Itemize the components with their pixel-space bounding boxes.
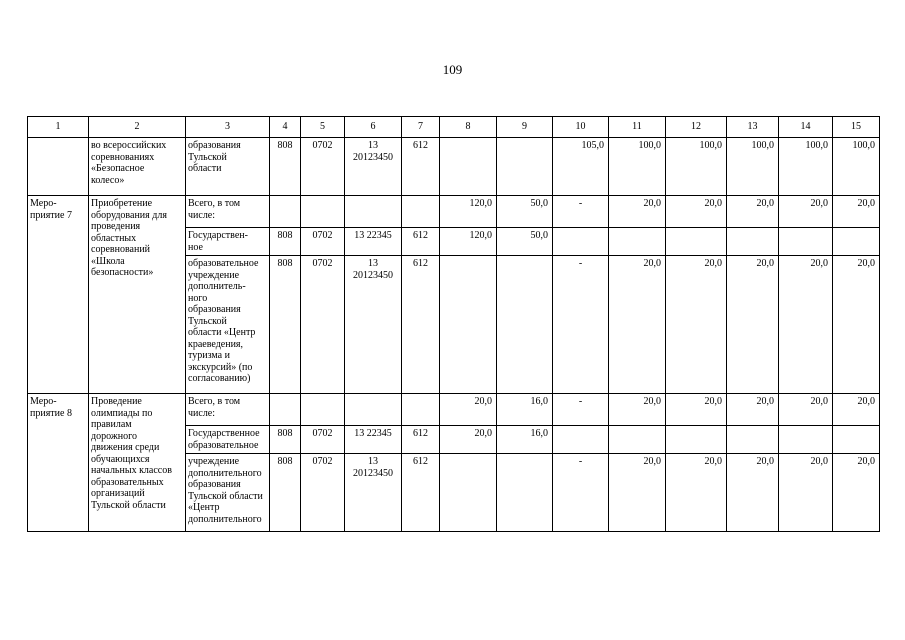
table-row (28, 394, 880, 426)
cell (497, 138, 553, 196)
cell: 16,0 (497, 394, 553, 426)
cell: Всего, в том числе: (186, 196, 270, 228)
cell: 808 (270, 228, 301, 256)
cell: 808 (270, 256, 301, 394)
cell: 20,0 (779, 394, 833, 426)
page-number: 109 (442, 62, 463, 77)
cell: 20,0 (609, 454, 666, 532)
header-cell: 10 (553, 117, 609, 138)
cell: 612 (402, 228, 440, 256)
cell (609, 426, 666, 454)
cell: 808 (270, 454, 301, 532)
cell: 0702 (301, 426, 345, 454)
cell: 50,0 (497, 196, 553, 228)
cell: 50,0 (497, 228, 553, 256)
header-cell: 2 (89, 117, 186, 138)
cell: 20,0 (727, 196, 779, 228)
cell: 100,0 (833, 138, 880, 196)
cell: 612 (402, 454, 440, 532)
cell (270, 394, 301, 426)
cell: 20,0 (833, 256, 880, 394)
cell: 13 20123450 (345, 454, 402, 532)
cell: образования Тульской области (186, 138, 270, 196)
cell (345, 196, 402, 228)
cell (553, 426, 609, 454)
cell: - (553, 196, 609, 228)
event-name: Приобретение оборудования для проведения областных соревнований «Школа безопасности» (89, 196, 186, 394)
cell: - (553, 256, 609, 394)
cell: 0702 (301, 138, 345, 196)
table-row (28, 138, 880, 196)
header-cell: 6 (345, 117, 402, 138)
cell (833, 228, 880, 256)
cell: образовательное учреждение дополнитель- ного образования Тульской области «Центр краеведения, туризма и экскурсий» (по согласованию) (186, 256, 270, 394)
cell: 20,0 (833, 454, 880, 532)
cell (28, 138, 89, 196)
cell: 20,0 (727, 454, 779, 532)
cell: 612 (402, 426, 440, 454)
cell: 20,0 (609, 256, 666, 394)
cell: 808 (270, 426, 301, 454)
header-cell: 8 (440, 117, 497, 138)
cell (553, 228, 609, 256)
cell: во всероссийских соревнованиях «Безопасное колесо» (89, 138, 186, 196)
header-cell: 15 (833, 117, 880, 138)
cell (779, 228, 833, 256)
cell (402, 196, 440, 228)
cell (270, 196, 301, 228)
cell: - (553, 394, 609, 426)
cell (609, 228, 666, 256)
cell: 13 20123450 (345, 256, 402, 394)
cell (497, 454, 553, 532)
cell: 20,0 (666, 196, 727, 228)
cell: Государственное образовательное (186, 426, 270, 454)
cell: 100,0 (666, 138, 727, 196)
cell: 20,0 (666, 394, 727, 426)
cell (666, 426, 727, 454)
cell: 20,0 (833, 394, 880, 426)
cell (727, 426, 779, 454)
header-cell: 14 (779, 117, 833, 138)
cell (497, 256, 553, 394)
cell: 13 20123450 (345, 138, 402, 196)
cell (666, 228, 727, 256)
cell (833, 426, 880, 454)
cell: 808 (270, 138, 301, 196)
cell: 20,0 (666, 256, 727, 394)
header-cell: 4 (270, 117, 301, 138)
cell: 0702 (301, 228, 345, 256)
budget-table (27, 116, 880, 532)
cell: 612 (402, 256, 440, 394)
event-name: Проведение олимпиады по правилам дорожного движения среди обучающихся начальных классов образовательных организаций Тульской области (89, 394, 186, 532)
cell: 20,0 (833, 196, 880, 228)
cell: 120,0 (440, 228, 497, 256)
cell (779, 426, 833, 454)
table-row (28, 196, 880, 228)
cell: 100,0 (609, 138, 666, 196)
cell: 105,0 (553, 138, 609, 196)
header-cell: 7 (402, 117, 440, 138)
cell: Государствен- ное (186, 228, 270, 256)
cell: 20,0 (727, 394, 779, 426)
header-row (28, 117, 880, 138)
cell: 20,0 (666, 454, 727, 532)
header-cell: 5 (301, 117, 345, 138)
cell: 120,0 (440, 196, 497, 228)
cell: 20,0 (440, 426, 497, 454)
cell (440, 256, 497, 394)
cell (345, 394, 402, 426)
cell: 16,0 (497, 426, 553, 454)
cell: 612 (402, 138, 440, 196)
cell (301, 394, 345, 426)
cell (440, 138, 497, 196)
header-cell: 13 (727, 117, 779, 138)
cell: 100,0 (727, 138, 779, 196)
cell: 13 22345 (345, 228, 402, 256)
cell: Всего, в том числе: (186, 394, 270, 426)
cell: - (553, 454, 609, 532)
cell: 20,0 (440, 394, 497, 426)
cell: 20,0 (779, 196, 833, 228)
header-cell: 3 (186, 117, 270, 138)
cell: 20,0 (609, 196, 666, 228)
cell: 20,0 (779, 256, 833, 394)
cell: 100,0 (779, 138, 833, 196)
header-cell: 1 (28, 117, 89, 138)
cell (440, 454, 497, 532)
cell: 0702 (301, 256, 345, 394)
cell: 13 22345 (345, 426, 402, 454)
cell (402, 394, 440, 426)
event-label: Меро- приятие 8 (28, 394, 89, 532)
cell (301, 196, 345, 228)
event-label: Меро- приятие 7 (28, 196, 89, 394)
header-cell: 9 (497, 117, 553, 138)
cell: 20,0 (727, 256, 779, 394)
header-cell: 12 (666, 117, 727, 138)
header-cell: 11 (609, 117, 666, 138)
cell (727, 228, 779, 256)
cell: учреждение дополнительного образования Тульской области «Центр дополнительного (186, 454, 270, 532)
cell: 20,0 (609, 394, 666, 426)
cell: 0702 (301, 454, 345, 532)
cell: 20,0 (779, 454, 833, 532)
